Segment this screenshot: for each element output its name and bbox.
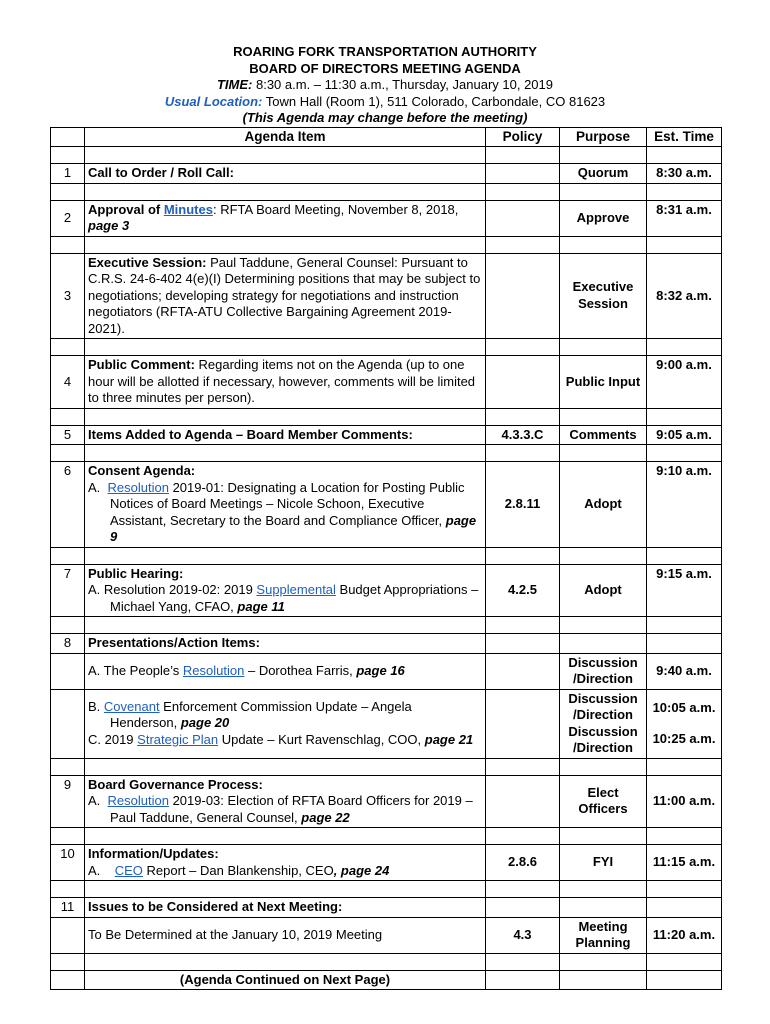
spacer-row <box>51 236 722 253</box>
item-text: Presentations/Action Items: <box>85 634 486 654</box>
table-row <box>51 425 722 445</box>
minutes-link[interactable]: Minutes <box>163 201 213 217</box>
item-policy <box>486 356 560 409</box>
table-row <box>51 564 722 617</box>
resolution-link[interactable]: Resolution <box>107 793 169 808</box>
item-purpose: Comments <box>560 425 647 445</box>
spacer-row <box>51 547 722 564</box>
item-policy <box>486 253 560 339</box>
item-text: Board Governance Process: A. Resolution 2019-03: Election of RFTA Board Officers for 2019 – Paul Taddune, General Counsel, page 22 <box>85 775 486 828</box>
item-time: 11:20 a.m. <box>647 917 722 953</box>
spacer-row <box>51 881 722 898</box>
col-policy-header: Policy <box>486 127 560 147</box>
item-purpose: Meeting Planning <box>560 917 647 953</box>
col-time-header: Est. Time <box>647 127 722 147</box>
location-value: Town Hall (Room 1), 511 Colorado, Carbondale, CO 81623 <box>262 93 606 109</box>
page-ref: page 16 <box>356 662 405 678</box>
item-policy <box>486 164 560 184</box>
continued-note: (Agenda Continued on Next Page) <box>85 970 486 990</box>
page-ref: page 20 <box>180 715 230 731</box>
table-row <box>51 689 722 758</box>
location-label: Usual Location: <box>164 93 263 109</box>
item-number: 6 <box>51 462 85 548</box>
item-time: 8:32 a.m. <box>647 253 722 339</box>
resolution-link[interactable]: Resolution <box>107 479 169 495</box>
item-text: Information/Updates: A. CEO Report – Dan Blankenship, CEO, page 24 <box>85 845 486 881</box>
item-number: 4 <box>51 356 85 409</box>
item-time: 11:00 a.m. <box>647 775 722 828</box>
spacer-row <box>51 147 722 164</box>
item-time: 9:00 a.m. <box>647 356 722 409</box>
item-purpose: FYI <box>560 845 647 881</box>
table-row <box>51 200 722 236</box>
meeting-location <box>50 94 720 111</box>
item-text: Call to Order / Roll Call: <box>85 164 486 184</box>
peoples-resolution-link[interactable]: Resolution <box>182 662 245 678</box>
item-policy: 2.8.6 <box>486 845 560 881</box>
item-purpose: Adopt <box>560 462 647 548</box>
spacer-row <box>51 828 722 845</box>
document-title: BOARD OF DIRECTORS MEETING AGENDA <box>249 60 521 76</box>
col-item-header: Agenda Item <box>85 127 486 147</box>
item-number: 5 <box>51 425 85 445</box>
spacer-row <box>51 617 722 634</box>
agenda-page <box>50 44 720 990</box>
page-ref: page 3 <box>88 218 130 233</box>
item-purpose: Executive Session <box>560 253 647 339</box>
item-policy: 4.2.5 <box>486 564 560 617</box>
table-row <box>51 898 722 918</box>
col-number-header <box>51 127 85 147</box>
item-time: 9:15 a.m. <box>647 564 722 617</box>
spacer-row <box>51 758 722 775</box>
item-time: 8:31 a.m. <box>647 200 722 236</box>
item-number: 7 <box>51 564 85 617</box>
item-number: 9 <box>51 775 85 828</box>
item-purpose: Adopt <box>560 564 647 617</box>
item-text: Public Comment: Regarding items not on the Agenda (up to one hour will be allotted if necessary, however, comments will be limited to three minutes per person). <box>85 356 486 409</box>
item-purpose: Quorum <box>560 164 647 184</box>
meeting-time <box>50 77 720 94</box>
item-text: Approval of Minutes: RFTA Board Meeting, November 8, 2018, page 3 <box>85 200 486 236</box>
item-time: 10:05 a.m. 10:25 a.m. <box>647 689 722 758</box>
item-number: 2 <box>51 200 85 236</box>
item-policy: 4.3 <box>486 917 560 953</box>
item-time: 9:40 a.m. <box>647 653 722 689</box>
item-time: 11:15 a.m. <box>647 845 722 881</box>
page-ref: page 9 <box>110 512 477 544</box>
item-number: 1 <box>51 164 85 184</box>
agenda-header <box>50 44 720 127</box>
spacer-row <box>51 339 722 356</box>
item-text: B. Covenant Enforcement Commission Update – Angela Henderson, page 20 C. 2019 Strategic Plan Update – Kurt Ravenschlag, COO, page 21 <box>85 689 486 758</box>
item-policy: 4.3.3.C <box>486 425 560 445</box>
item-text: Issues to be Considered at Next Meeting: <box>85 898 486 918</box>
item-purpose: Public Input <box>560 356 647 409</box>
time-label: TIME: <box>216 77 253 92</box>
item-number: 11 <box>51 898 85 918</box>
footer-row <box>51 970 722 990</box>
page-ref: page 21 <box>424 731 474 747</box>
item-time: 8:30 a.m. <box>647 164 722 184</box>
col-purpose-header: Purpose <box>560 127 647 147</box>
table-row <box>51 356 722 409</box>
item-time: 9:05 a.m. <box>647 425 722 445</box>
item-number: 10 <box>51 845 85 881</box>
item-purpose: Elect Officers <box>560 775 647 828</box>
item-purpose: Discussion /Direction <box>560 653 647 689</box>
item-text: Public Hearing: A. Resolution 2019-02: 2019 Supplemental Budget Appropriations – Michael Yang, CFAO, page 11 <box>85 564 486 617</box>
table-row <box>51 653 722 689</box>
item-text: Consent Agenda: A. Resolution 2019-01: Designating a Location for Posting Public Notices of Board Meetings – Nicole Schoon, Executive Assistant, Secretary to the Board and Compliance Officer, page 9 <box>85 462 486 548</box>
table-row <box>51 775 722 828</box>
table-row <box>51 164 722 184</box>
ceo-link[interactable]: CEO <box>114 862 143 878</box>
table-row <box>51 462 722 548</box>
spacer-row <box>51 953 722 970</box>
table-row <box>51 634 722 654</box>
item-purpose: Discussion /Direction Discussion /Direction <box>560 689 647 758</box>
spacer-row <box>51 408 722 425</box>
org-name: ROARING FORK TRANSPORTATION AUTHORITY <box>233 44 537 59</box>
item-text: Items Added to Agenda – Board Member Comments: <box>85 425 486 445</box>
item-text: To Be Determined at the January 10, 2019 Meeting <box>85 917 486 953</box>
item-number: 8 <box>51 634 85 654</box>
strategic-plan-link[interactable]: Strategic Plan <box>137 731 219 747</box>
time-value: 8:30 a.m. – 11:30 a.m., Thursday, January 10, 2019 <box>252 77 553 92</box>
supplemental-link[interactable]: Supplemental <box>256 582 336 597</box>
agenda-note: (This Agenda may change before the meeting) <box>242 110 528 125</box>
table-header-row <box>51 127 722 147</box>
spacer-row <box>51 445 722 462</box>
page-ref: page 22 <box>301 809 350 825</box>
item-time: 9:10 a.m. <box>647 462 722 548</box>
covenant-link[interactable]: Covenant <box>103 698 160 714</box>
item-policy: 2.8.11 <box>486 462 560 548</box>
table-row <box>51 253 722 339</box>
table-row <box>51 845 722 881</box>
page-ref: page 11 <box>237 598 285 614</box>
item-text: A. The People’s Resolution – Dorothea Farris, page 16 <box>85 653 486 689</box>
item-text: Executive Session: Paul Taddune, General Counsel: Pursuant to C.R.S. 24-6-402 4(e)(I) Determining positions that may be subject to negotiations; developing strategy for negotiations and instruction negotiators (RFTA-ATU Collective Bargaining Agreement 2019-2021). <box>85 253 486 339</box>
spacer-row <box>51 183 722 200</box>
agenda-table <box>50 127 722 991</box>
table-row <box>51 917 722 953</box>
item-purpose: Approve <box>560 200 647 236</box>
item-number: 3 <box>51 253 85 339</box>
item-policy <box>486 200 560 236</box>
page-ref: , page 24 <box>333 862 390 878</box>
